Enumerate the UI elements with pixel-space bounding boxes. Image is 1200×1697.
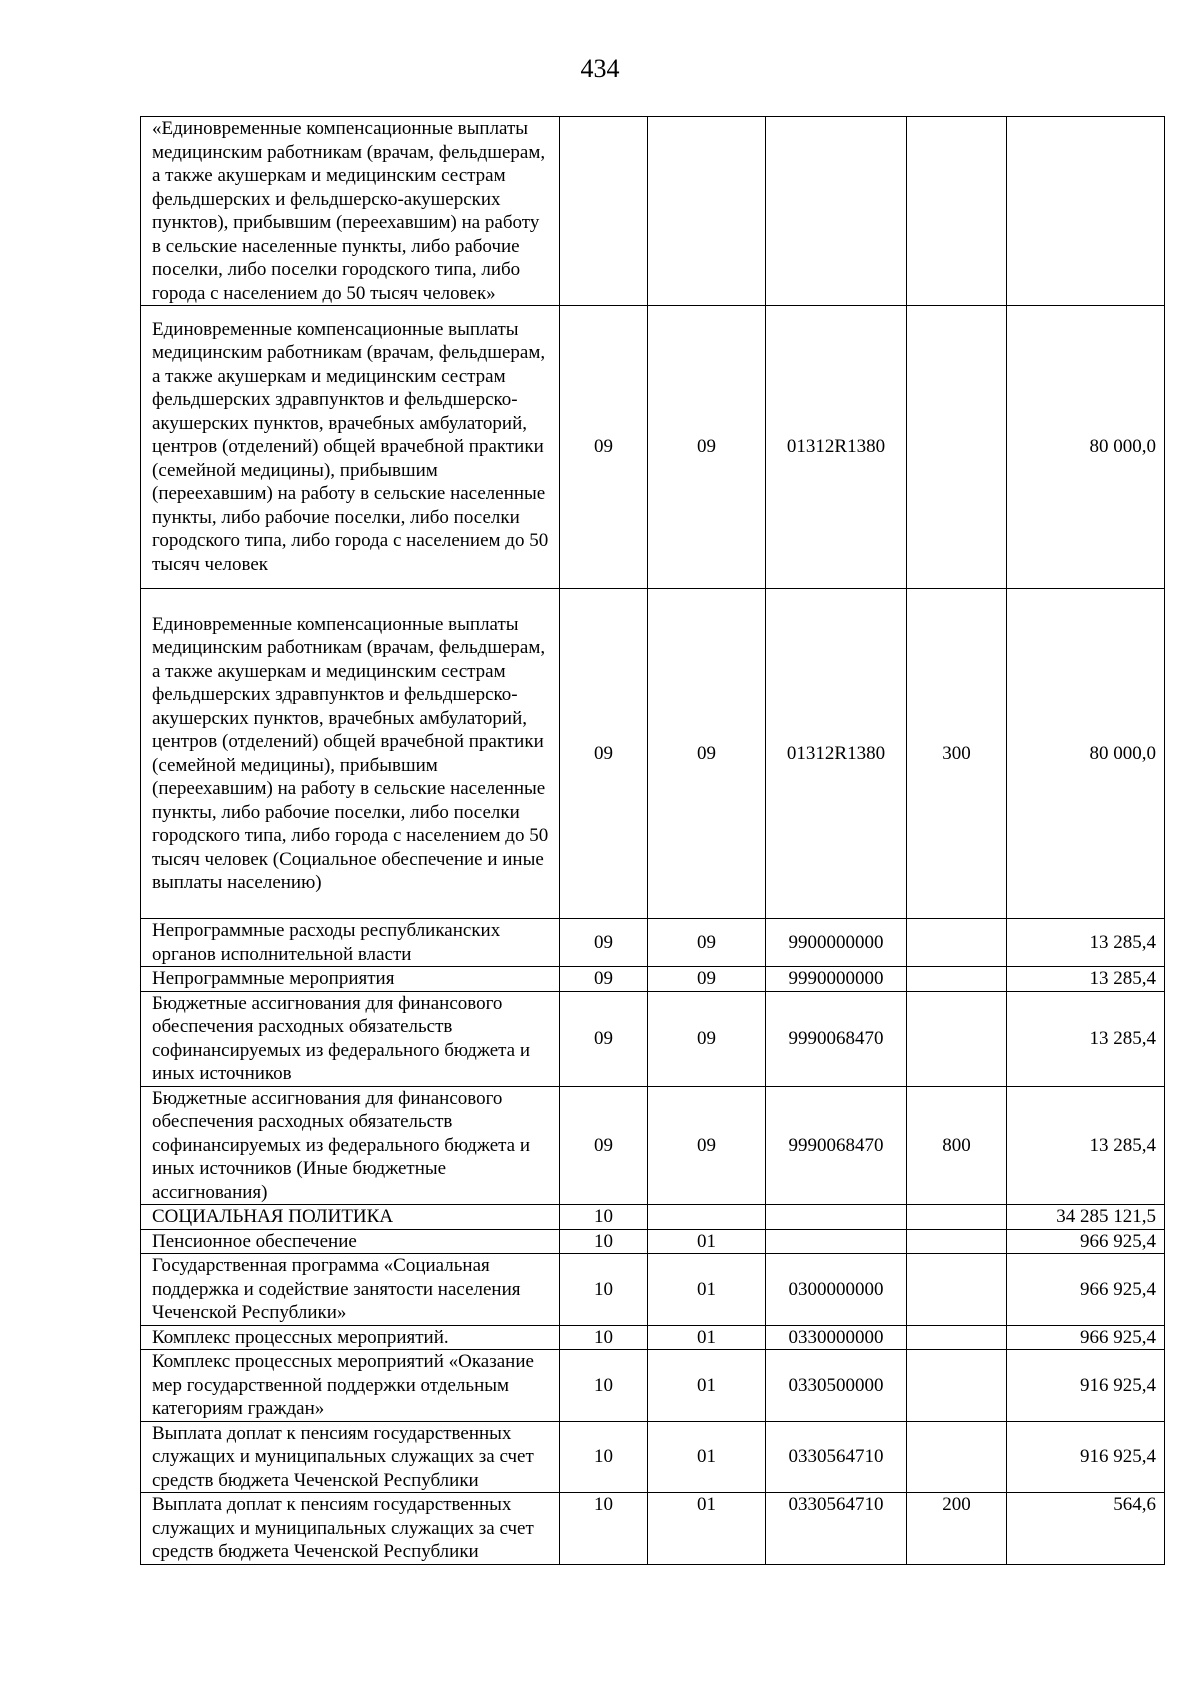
- row-section: 10: [560, 1350, 648, 1422]
- row-section: 09: [560, 991, 648, 1086]
- row-target-code: 9990000000: [766, 967, 907, 992]
- row-target-code: 9990068470: [766, 1086, 907, 1205]
- row-name: Государственная программа «Социальная поддержка и содействие занятости населения Чеченской Республики»: [141, 1254, 560, 1326]
- row-section: 10: [560, 1254, 648, 1326]
- row-target-code: 0300000000: [766, 1254, 907, 1326]
- row-expense-type: [907, 306, 1007, 589]
- table-row: [141, 306, 1165, 589]
- row-amount: 13 285,4: [1007, 919, 1165, 967]
- row-expense-type: [907, 967, 1007, 992]
- table-row: [141, 1086, 1165, 1205]
- row-amount: 966 925,4: [1007, 1229, 1165, 1254]
- row-subsection: 01: [648, 1229, 766, 1254]
- table-row: [141, 1493, 1165, 1565]
- row-target-code: 01312R1380: [766, 306, 907, 589]
- row-target-code: [766, 1229, 907, 1254]
- row-name: Пенсионное обеспечение: [141, 1229, 560, 1254]
- row-subsection: 09: [648, 919, 766, 967]
- row-section: 09: [560, 1086, 648, 1205]
- table-row: [141, 919, 1165, 967]
- table-row: [141, 1421, 1165, 1493]
- row-section: 09: [560, 589, 648, 919]
- row-name: Бюджетные ассигнования для финансового обеспечения расходных обязательств софинансируемых из федерального бюджета и иных источников (Иные бюджетные ассигнования): [141, 1086, 560, 1205]
- row-expense-type: [907, 919, 1007, 967]
- row-subsection: 09: [648, 991, 766, 1086]
- row-amount: 916 925,4: [1007, 1350, 1165, 1422]
- row-expense-type: [907, 1205, 1007, 1230]
- row-subsection: 01: [648, 1421, 766, 1493]
- row-expense-type: [907, 991, 1007, 1086]
- row-expense-type: [907, 1229, 1007, 1254]
- row-subsection: 01: [648, 1325, 766, 1350]
- row-name: Комплекс процессных мероприятий.: [141, 1325, 560, 1350]
- row-section: 10: [560, 1493, 648, 1565]
- row-expense-type: [907, 1350, 1007, 1422]
- row-target-code: 01312R1380: [766, 589, 907, 919]
- row-amount: 966 925,4: [1007, 1325, 1165, 1350]
- row-name: Непрограммные расходы республиканских органов исполнительной власти: [141, 919, 560, 967]
- row-subsection: [648, 117, 766, 306]
- row-expense-type: 300: [907, 589, 1007, 919]
- row-name: Единовременные компенсационные выплаты медицинским работникам (врачам, фельдшерам, а также акушеркам и медицинским сестрам фельдшерских здравпунктов и фельдшерско-акушерских пунктов, врачебных амбулаторий, центров (отделений) общей врачебной практики (семейной медицины), прибывшим (переехавшим) на работу в сельские населенные пункты, либо рабочие поселки, либо поселки городского типа, либо города с населением до 50 тысяч человек: [141, 306, 560, 589]
- table-row: [141, 117, 1165, 306]
- row-expense-type: [907, 1421, 1007, 1493]
- table-row: [141, 1254, 1165, 1326]
- row-expense-type: [907, 1254, 1007, 1326]
- table-row: [141, 991, 1165, 1086]
- row-target-code: 9900000000: [766, 919, 907, 967]
- row-target-code: 9990068470: [766, 991, 907, 1086]
- table-row: [141, 967, 1165, 992]
- page-number: 434: [580, 54, 620, 83]
- row-expense-type: [907, 117, 1007, 306]
- row-section: 10: [560, 1205, 648, 1230]
- table-row: [141, 1229, 1165, 1254]
- table-row: [141, 1325, 1165, 1350]
- row-amount: 13 285,4: [1007, 991, 1165, 1086]
- row-name: Комплекс процессных мероприятий «Оказание мер государственной поддержки отдельным категориям граждан»: [141, 1350, 560, 1422]
- row-section: [560, 117, 648, 306]
- row-expense-type: [907, 1325, 1007, 1350]
- row-expense-type: 200: [907, 1493, 1007, 1565]
- row-target-code: 0330564710: [766, 1493, 907, 1565]
- table-row: [141, 589, 1165, 919]
- row-amount: 34 285 121,5: [1007, 1205, 1165, 1230]
- row-amount: 916 925,4: [1007, 1421, 1165, 1493]
- row-section: 10: [560, 1421, 648, 1493]
- row-target-code: 0330500000: [766, 1350, 907, 1422]
- row-section: 10: [560, 1229, 648, 1254]
- row-amount: 80 000,0: [1007, 306, 1165, 589]
- row-amount: 966 925,4: [1007, 1254, 1165, 1326]
- row-amount: 13 285,4: [1007, 967, 1165, 992]
- budget-table: [140, 116, 1165, 1565]
- row-section: 10: [560, 1325, 648, 1350]
- row-subsection: 09: [648, 967, 766, 992]
- row-target-code: [766, 1205, 907, 1230]
- row-target-code: [766, 117, 907, 306]
- row-name: Выплата доплат к пенсиям государственных служащих и муниципальных служащих за счет средств бюджета Чеченской Республики: [141, 1493, 560, 1565]
- row-name: СОЦИАЛЬНАЯ ПОЛИТИКА: [141, 1205, 560, 1230]
- row-section: 09: [560, 967, 648, 992]
- row-subsection: 09: [648, 589, 766, 919]
- row-name: Выплата доплат к пенсиям государственных служащих и муниципальных служащих за счет средств бюджета Чеченской Республики: [141, 1421, 560, 1493]
- row-subsection: 01: [648, 1493, 766, 1565]
- row-name: Непрограммные мероприятия: [141, 967, 560, 992]
- row-section: 09: [560, 306, 648, 589]
- row-name: Бюджетные ассигнования для финансового обеспечения расходных обязательств софинансируемых из федерального бюджета и иных источников: [141, 991, 560, 1086]
- row-subsection: 01: [648, 1350, 766, 1422]
- row-amount: 13 285,4: [1007, 1086, 1165, 1205]
- row-section: 09: [560, 919, 648, 967]
- row-name: «Единовременные компенсационные выплаты медицинским работникам (врачам, фельдшерам, а также акушеркам и медицинским сестрам фельдшерских и фельдшерско-акушерских пунктов), прибывшим (переехавшим) на работу в сельские населенные пункты, либо рабочие поселки, либо поселки городского типа, либо города с населением до 50 тысяч человек»: [141, 117, 560, 306]
- row-subsection: 01: [648, 1254, 766, 1326]
- table-row: [141, 1350, 1165, 1422]
- table-row: [141, 1205, 1165, 1230]
- row-target-code: 0330564710: [766, 1421, 907, 1493]
- row-subsection: 09: [648, 306, 766, 589]
- row-amount: [1007, 117, 1165, 306]
- row-name: Единовременные компенсационные выплаты медицинским работникам (врачам, фельдшерам, а также акушеркам и медицинским сестрам фельдшерских здравпунктов и фельдшерско-акушерских пунктов, врачебных амбулаторий, центров (отделений) общей врачебной практики (семейной медицины), прибывшим (переехавшим) на работу в сельские населенные пункты, либо рабочие поселки, либо поселки городского типа, либо города с населением до 50 тысяч человек (Социальное обеспечение и иные выплаты населению): [141, 589, 560, 919]
- row-amount: 80 000,0: [1007, 589, 1165, 919]
- row-subsection: [648, 1205, 766, 1230]
- row-target-code: 0330000000: [766, 1325, 907, 1350]
- row-expense-type: 800: [907, 1086, 1007, 1205]
- row-amount: 564,6: [1007, 1493, 1165, 1565]
- row-subsection: 09: [648, 1086, 766, 1205]
